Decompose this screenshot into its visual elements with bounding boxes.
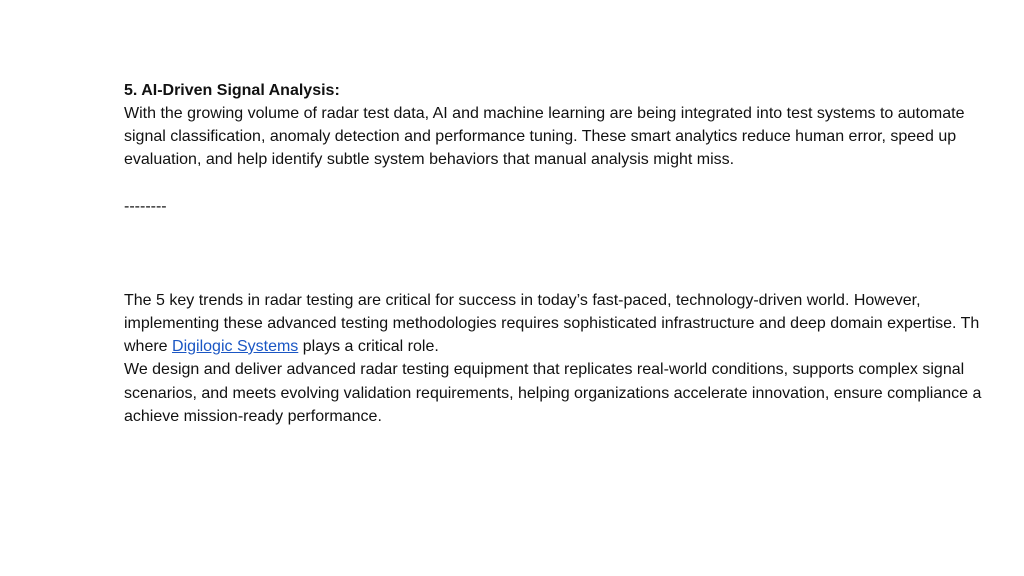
section-heading: 5. AI-Driven Signal Analysis:: [124, 82, 340, 99]
conclusion-line-2: implementing these advanced testing methodologies requires sophisticated infrastructure and deep domain expertise. Th: [124, 315, 980, 332]
divider: --------: [124, 198, 167, 215]
conclusion-line-3: [124, 335, 439, 358]
conclusion-line-3-prefix: where: [124, 338, 173, 355]
conclusion-line-3-suffix: plays a critical role.: [298, 338, 439, 355]
conclusion-line-4: We design and deliver advanced radar testing equipment that replicates real-world conditions, supports complex signal: [124, 361, 965, 378]
digilogic-systems-link[interactable]: Digilogic Systems: [172, 338, 299, 355]
conclusion-line-6: achieve mission-ready performance.: [124, 408, 382, 425]
section-body-line-3: evaluation, and help identify subtle system behaviors that manual analysis might miss.: [124, 151, 735, 168]
conclusion-line-5: scenarios, and meets evolving validation requirements, helping organizations accelerate innovation, ensure compliance a: [124, 385, 982, 402]
section-body-line-1: With the growing volume of radar test data, AI and machine learning are being integrated into test systems to automate: [124, 105, 965, 122]
section-body-line-2: signal classification, anomaly detection and performance tuning. These smart analytics reduce human error, speed up: [124, 128, 957, 145]
conclusion-line-1: The 5 key trends in radar testing are critical for success in today’s fast-paced, technology-driven world. However,: [124, 292, 921, 309]
